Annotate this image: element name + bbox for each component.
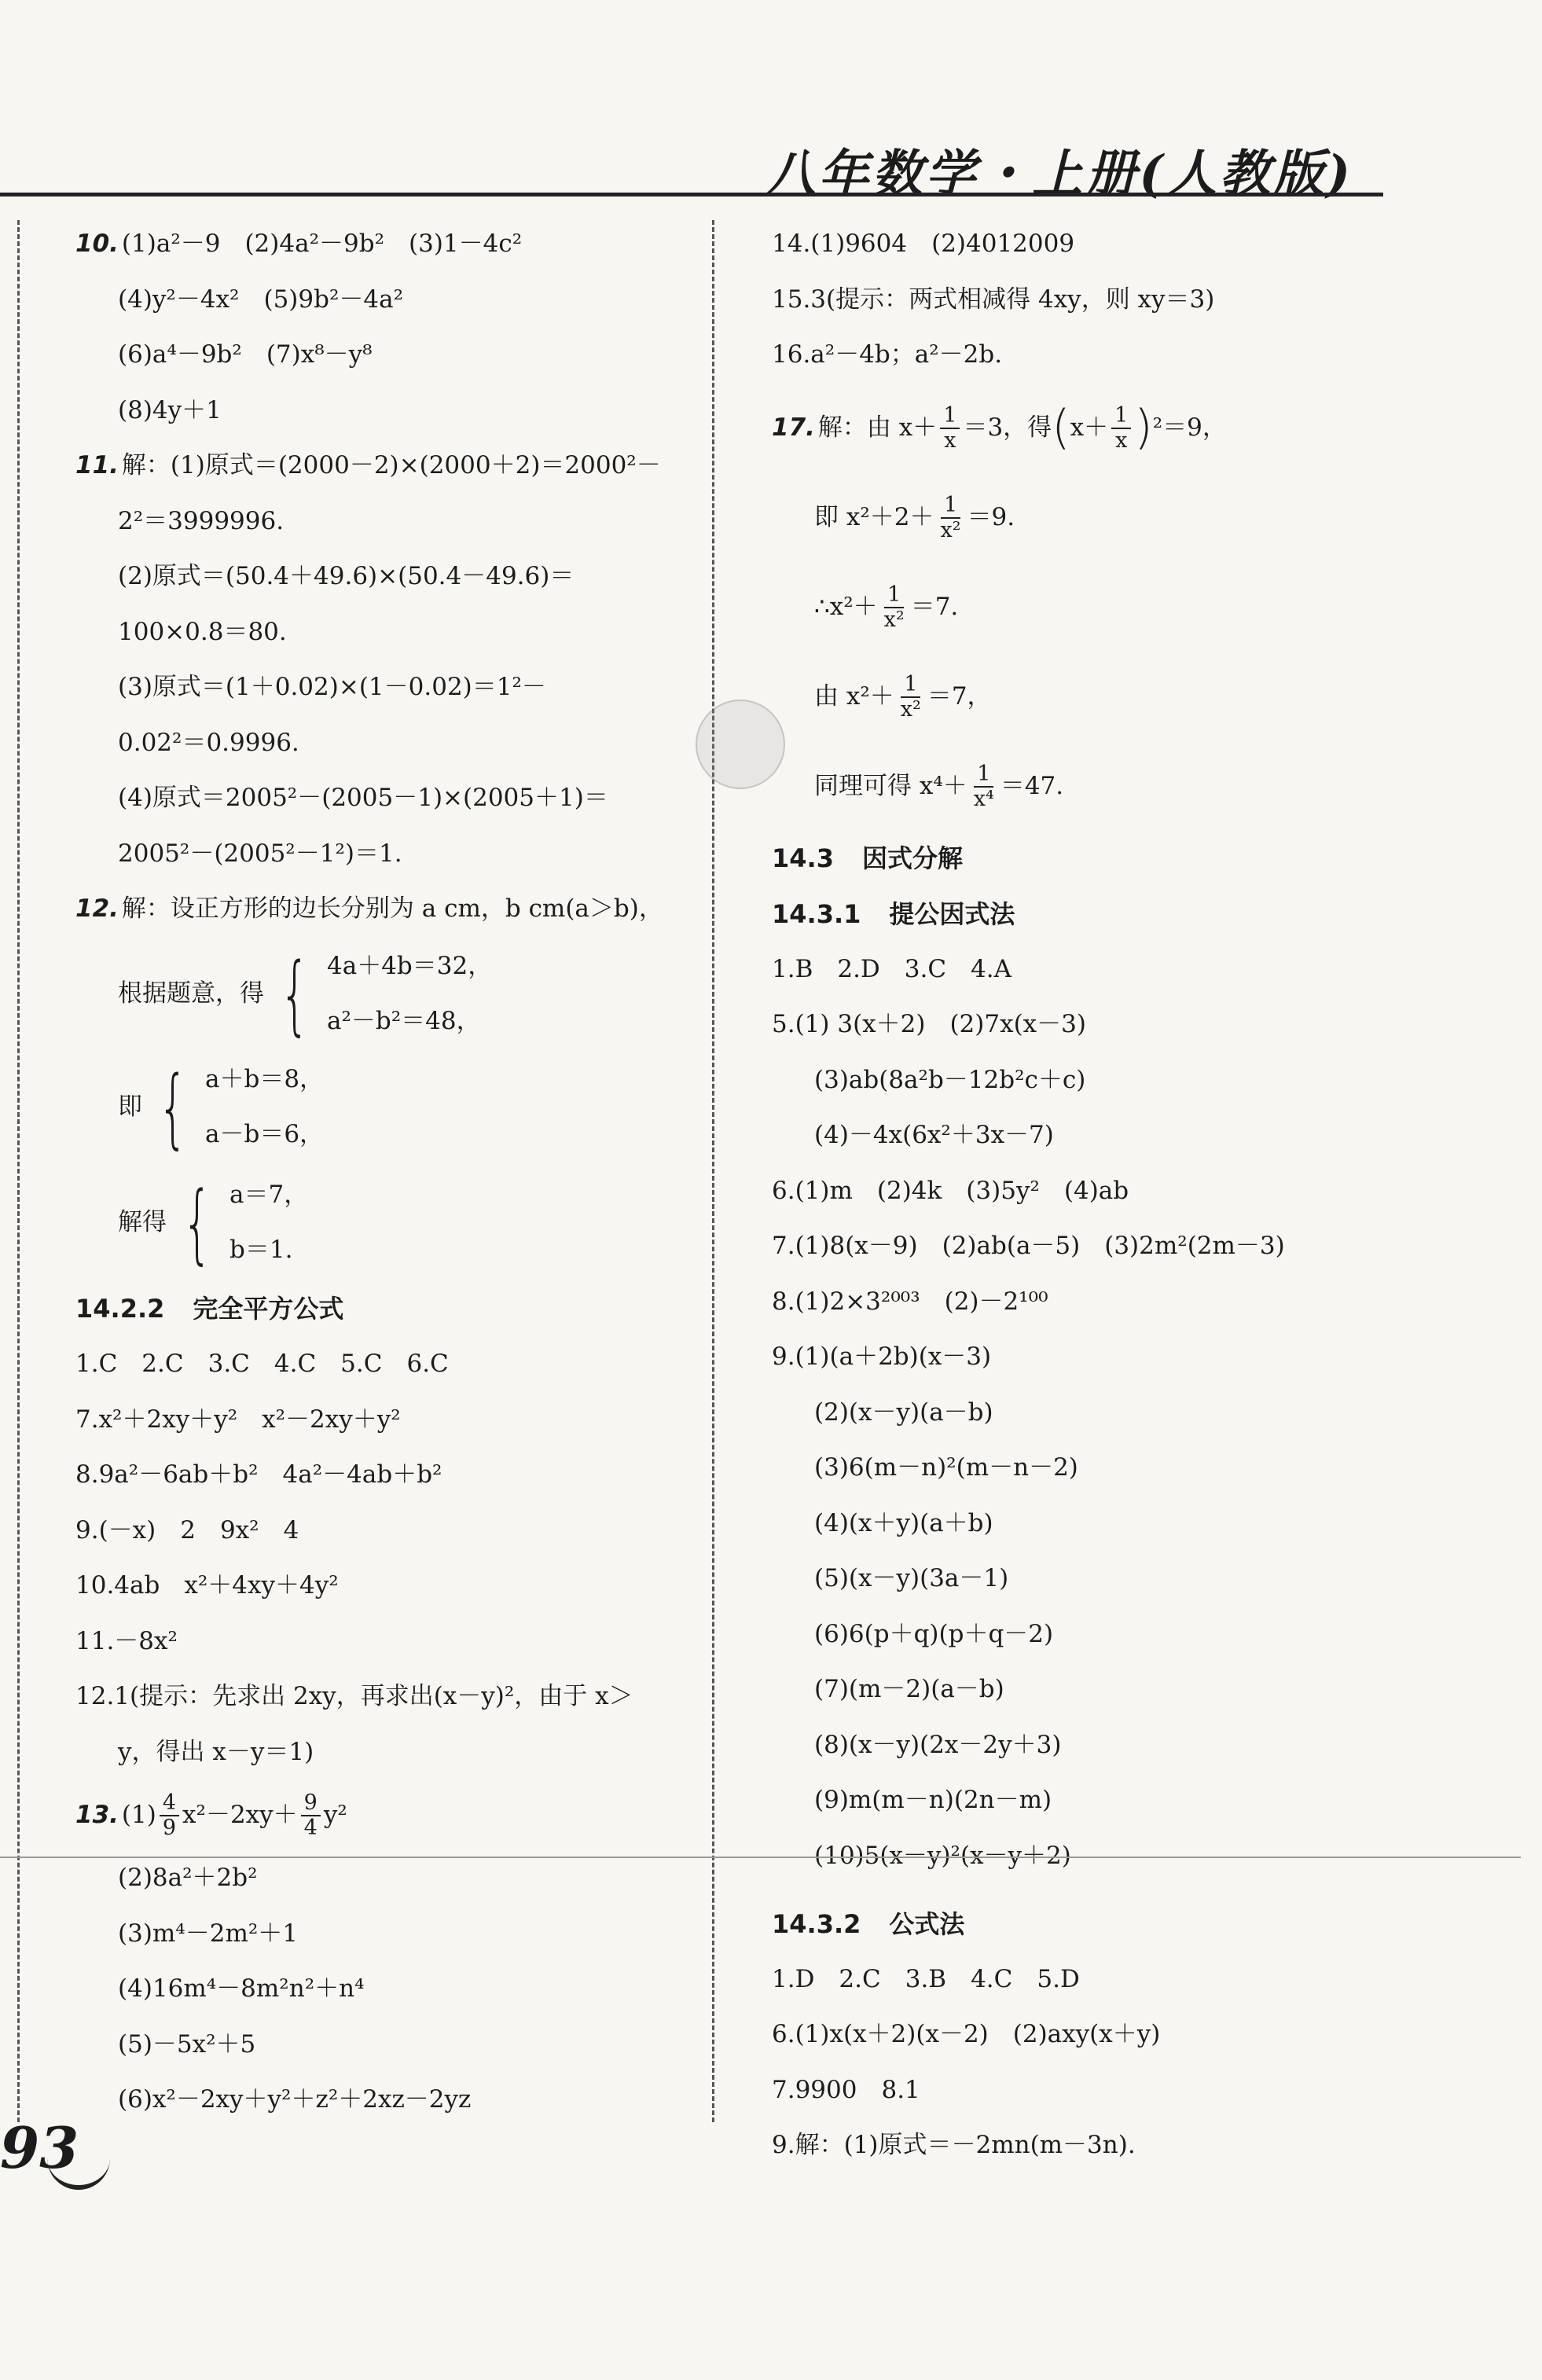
answer-text: y，得出 x－y＝1) [118, 1737, 314, 1766]
page-number: 93 [0, 2114, 79, 2181]
answer-line [772, 652, 1479, 742]
answer-text: 5.(1) 3(x＋2) (2)7x(x－3) [772, 1010, 1086, 1039]
left-column [75, 217, 688, 2128]
answer-text: (5)(x－y)(3a－1) [814, 1564, 1009, 1593]
answer-text: (5)－5x²＋5 [118, 2029, 256, 2059]
equation: b＝1. [229, 1235, 293, 1264]
answer-line [75, 1669, 688, 1725]
answer-line [75, 716, 688, 772]
answer-text: y² [323, 1801, 347, 1830]
answer-line [75, 494, 688, 550]
answer-line [772, 1607, 1479, 1663]
answer-line [772, 1275, 1479, 1331]
answer-line [75, 1504, 688, 1559]
answer-text: ∴x²＋ [814, 592, 878, 621]
answer-line [772, 1718, 1479, 1774]
equation: a－b＝6， [205, 1119, 325, 1148]
equation: a＋b＝8， [205, 1064, 325, 1093]
column-divider [712, 220, 714, 2122]
header-rule [0, 193, 1383, 196]
answer-text: (4)原式＝2005²－(2005－1)×(2005＋1)＝ [118, 784, 608, 813]
answer-line [772, 1053, 1479, 1109]
answer-text: (8)(x－y)(2x－2y＋3) [814, 1730, 1062, 1759]
answer-line [772, 1773, 1479, 1829]
answer-line [75, 771, 688, 827]
answer-line [75, 1393, 688, 1449]
q-number: 12. [75, 894, 119, 924]
answer-line [75, 549, 688, 605]
answer-text: (4)y²－4x² (5)9b²－4a² [118, 285, 404, 314]
answer-line [772, 1952, 1479, 2008]
fraction: $\frac{1}{x}$ [940, 404, 960, 452]
answer-line [772, 328, 1479, 384]
answer-line [772, 217, 1479, 273]
answer-line [772, 473, 1479, 563]
answer-line [772, 563, 1479, 652]
answer-text: 同理可得 x⁴＋ [814, 771, 967, 800]
answer-text: 1.C 2.C 3.C 4.C 5.C 6.C [75, 1350, 449, 1379]
answer-line [772, 2063, 1479, 2119]
answer-text: 9.(1)(a＋2b)(x－3) [772, 1342, 992, 1372]
answer-line [75, 2073, 688, 2128]
answer-text: (1) [121, 1801, 156, 1830]
answer-text: 2²＝3999996. [118, 506, 285, 535]
answer-text: 1.D 2.C 3.B 4.C 5.D [772, 1964, 1080, 1993]
section-heading [772, 832, 1479, 887]
answer-text: 即 [118, 1092, 142, 1121]
equation-system [75, 1164, 688, 1282]
answer-text: 解得 [118, 1207, 167, 1236]
answer-line [75, 273, 688, 329]
answer-text: 7.(1)8(x－9) (2)ab(a－5) (3)2m²(2m－3) [772, 1232, 1285, 1261]
answer-line [75, 1907, 688, 1963]
answer-text: 9.(－x) 2 9x² 4 [75, 1515, 299, 1544]
answer-line [772, 1441, 1479, 1497]
brace-icon: { [157, 1056, 189, 1158]
answer-line [75, 1725, 688, 1781]
answer-text: 14.(1)9604 (2)4012009 [772, 230, 1075, 259]
section-heading [772, 887, 1479, 942]
answer-text: ＝47. [1000, 771, 1064, 800]
answer-line [772, 2118, 1479, 2174]
answer-text: 8.(1)2×3²⁰⁰³ (2)－2¹⁰⁰ [772, 1287, 1048, 1316]
brace-icon: { [279, 943, 310, 1045]
answer-text: ²＝9， [1152, 413, 1227, 442]
answer-line [772, 942, 1479, 998]
q-number: 17. [772, 413, 815, 442]
answer-text: (1)a²－9 (2)4a²－9b² (3)1－4c² [121, 230, 523, 259]
answer-line [772, 384, 1479, 473]
section-name: 完全平方公式 [193, 1294, 344, 1324]
section-name: 公式法 [889, 1908, 965, 1939]
answer-line [75, 439, 688, 494]
answer-text: ＝3，得 [963, 413, 1052, 442]
answer-line [75, 2018, 688, 2073]
answer-text: 15.3(提示：两式相减得 4xy，则 xy＝3) [772, 285, 1215, 314]
answer-line [772, 1164, 1479, 1220]
answer-line [772, 1330, 1479, 1386]
answer-line [772, 1108, 1479, 1164]
answer-text: 8.9a²－6ab＋b² 4a²－4ab＋b² [75, 1460, 442, 1489]
fraction: $\frac{1}{\text{x²}}$ [883, 582, 905, 632]
answer-text: 由 x²＋ [814, 681, 894, 711]
paren-icon: ) [1134, 400, 1153, 455]
left-margin-wave [17, 220, 39, 2122]
answer-line [772, 1386, 1479, 1442]
answer-line [75, 1780, 688, 1851]
answer-line [75, 660, 688, 716]
answer-text: x²－2xy＋ [182, 1801, 298, 1830]
answer-text: 100×0.8＝80. [118, 617, 287, 646]
answer-text: x＋ [1070, 413, 1109, 442]
section-name: 提公因式法 [889, 898, 1015, 929]
equation-system [75, 1051, 688, 1164]
book-title: 八年数学・上册(人教版) [765, 145, 1353, 204]
answer-line [75, 1614, 688, 1670]
equation: a²－b²＝48， [327, 1006, 481, 1035]
paren-icon: ( [1052, 400, 1070, 455]
answer-line [772, 2007, 1479, 2063]
answer-text: 16.a²－4b；a²－2b. [772, 340, 1003, 369]
equation-system [75, 938, 688, 1051]
bottom-rule [0, 1857, 1521, 1858]
answer-text: (6)x²－2xy＋y²＋z²＋2xz－2yz [118, 2085, 472, 2114]
answer-text: ＝9. [967, 502, 1015, 531]
answer-text: (7)(m－2)(a－b) [814, 1675, 1004, 1704]
answer-text: 即 x²＋2＋ [814, 502, 934, 531]
answer-text: 12.1(提示：先求出 2xy，再求出(x－y)²，由于 x＞ [75, 1682, 633, 1711]
answer-line [75, 1962, 688, 2018]
section-heading [772, 1897, 1479, 1952]
answer-text: (2)(x－y)(a－b) [814, 1398, 993, 1427]
answer-line [75, 827, 688, 883]
answer-text: 7.9900 8.1 [772, 2075, 920, 2104]
answer-text: (6)6(p＋q)(p＋q－2) [814, 1619, 1054, 1648]
answer-text: 9.解：(1)原式＝－2mn(m－3n). [772, 2131, 1136, 2160]
answer-text: 6.(1)x(x＋2)(x－2) (2)axy(x＋y) [772, 2020, 1161, 2049]
answer-line [75, 882, 688, 938]
answer-text: ＝7. [910, 592, 959, 621]
answer-text: ＝7， [927, 681, 992, 711]
answer-text: 解：由 x＋ [817, 413, 938, 442]
section-name: 因式分解 [861, 843, 963, 874]
answer-text: 7.x²＋2xy＋y² x²－2xy＋y² [75, 1405, 401, 1434]
answer-text: (6)a⁴－9b² (7)x⁸－y⁸ [118, 340, 373, 369]
answer-line [772, 1552, 1479, 1607]
answer-text: 6.(1)m (2)4k (3)5y² (4)ab [772, 1176, 1129, 1205]
answer-text: (3)ab(8a²b－12b²c＋c) [814, 1065, 1086, 1094]
section-code: 14.2.2 [75, 1294, 165, 1324]
fraction: $\frac{9}{4}$ [301, 1791, 321, 1839]
answer-text: (2)原式＝(50.4＋49.6)×(50.4－49.6)＝ [118, 562, 575, 591]
answer-text: (4)(x＋y)(a＋b) [814, 1508, 993, 1537]
section-code: 14.3 [772, 843, 834, 874]
answer-line [772, 273, 1479, 329]
fraction: $\frac{1}{x}$ [1111, 404, 1131, 452]
fraction: $\frac{1}{\text{x²}}$ [940, 492, 961, 542]
answer-text: (8)4y＋1 [118, 395, 222, 424]
answer-line [772, 1662, 1479, 1718]
answer-line [772, 997, 1479, 1053]
answer-line [772, 742, 1479, 832]
answer-text: 解：设正方形的边长分别为 a cm，b cm(a＞b)， [121, 894, 663, 924]
answer-line [75, 1851, 688, 1907]
answer-line [75, 217, 688, 273]
answer-text: 根据题意，得 [118, 979, 264, 1008]
answer-text: (2)8a²＋2b² [118, 1864, 258, 1893]
answer-text: (10)5(x－y)²(x－y＋2) [814, 1841, 1071, 1870]
brace-icon: { [182, 1172, 213, 1273]
answer-line [772, 1219, 1479, 1275]
section-code: 14.3.2 [772, 1908, 861, 1939]
answer-line [75, 605, 688, 661]
fraction: $\frac{1}{\text{x⁴}}$ [973, 761, 994, 811]
answer-line [75, 384, 688, 439]
answer-text: 11.－8x² [75, 1626, 178, 1655]
right-column [772, 217, 1479, 2174]
q-number: 13. [75, 1801, 119, 1830]
answer-text: (3)m⁴－2m²＋1 [118, 1919, 299, 1948]
answer-text: 解：(1)原式＝(2000－2)×(2000＋2)＝2000²－ [121, 451, 661, 480]
answer-text: (3)6(m－n)²(m－n－2) [814, 1453, 1078, 1482]
q-number: 10. [75, 230, 119, 259]
page-header [0, 118, 1542, 204]
answer-text: (9)m(m－n)(2n－m) [814, 1786, 1052, 1815]
section-heading [75, 1282, 688, 1338]
q-number: 11. [75, 451, 119, 480]
answer-text: (4)－4x(6x²＋3x－7) [814, 1121, 1054, 1150]
section-code: 14.3.1 [772, 898, 861, 929]
answer-text: 1.B 2.D 3.C 4.A [772, 954, 1012, 983]
answer-text: 10.4ab x²＋4xy＋4y² [75, 1571, 339, 1600]
answer-text: (4)16m⁴－8m²n²＋n⁴ [118, 1974, 365, 2004]
fraction: $\frac{1}{\text{x²}}$ [900, 671, 921, 722]
equation: 4a＋4b＝32， [327, 951, 493, 980]
answer-text: 0.02²＝0.9996. [118, 728, 299, 757]
answer-line [75, 328, 688, 384]
fraction: $\frac{4}{9}$ [160, 1791, 179, 1839]
answer-line [75, 1559, 688, 1614]
answer-text: (3)原式＝(1＋0.02)×(1－0.02)＝1²－ [118, 673, 546, 702]
answer-text: 2005²－(2005²－1²)＝1. [118, 839, 402, 868]
equation: a＝7， [229, 1180, 309, 1209]
answer-line [772, 1497, 1479, 1552]
answer-line [75, 1337, 688, 1393]
answer-line [75, 1448, 688, 1504]
